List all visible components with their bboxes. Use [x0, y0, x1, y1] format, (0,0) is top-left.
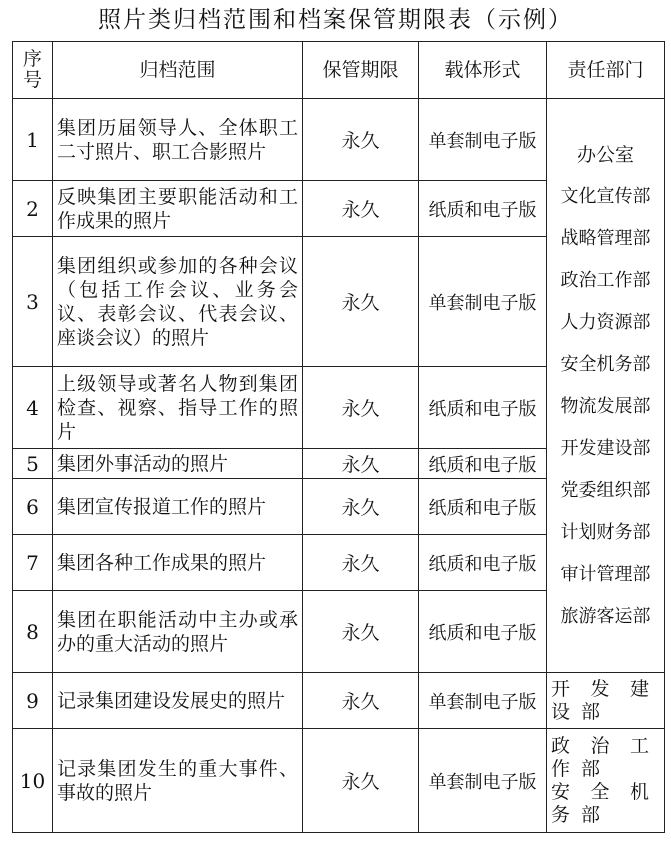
- row-number: 8: [13, 591, 53, 673]
- row-number: 10: [13, 729, 53, 833]
- row-period: 永久: [303, 591, 419, 673]
- dept-item: 政治工作部: [551, 734, 660, 780]
- row-number: 3: [13, 237, 53, 367]
- table-row: [13, 673, 665, 729]
- dept-item: 办公室: [576, 143, 634, 166]
- dept-item: 安全机务部: [560, 353, 651, 375]
- dept-item: 计划财务部: [560, 521, 651, 543]
- row-carrier: 纸质和电子版: [419, 591, 547, 673]
- row-carrier: 单套制电子版: [419, 237, 547, 367]
- row-carrier: 纸质和电子版: [419, 479, 547, 535]
- row-scope: 集团组织或参加的各种会议（包括工作会议、业务会议、表彰会议、代表会议、座谈会议）的照片: [53, 237, 303, 367]
- row-number: 2: [13, 181, 53, 237]
- row-period: 永久: [303, 449, 419, 479]
- row-scope: 上级领导或著名人物到集团检查、视察、指导工作的照片: [53, 367, 303, 449]
- row-carrier: 纸质和电子版: [419, 181, 547, 237]
- row-carrier: 纸质和电子版: [419, 535, 547, 591]
- dept-item: 旅游客运部: [560, 605, 651, 627]
- row-period: 永久: [303, 535, 419, 591]
- table-row: [13, 99, 665, 181]
- row-carrier: 单套制电子版: [419, 673, 547, 729]
- row-number: 7: [13, 535, 53, 591]
- row-scope: 集团在职能活动中主办或承办的重大活动的照片: [53, 591, 303, 673]
- dept-item: 人力资源部: [560, 311, 651, 333]
- dept-item: 审计管理部: [560, 563, 651, 585]
- table-row: [13, 729, 665, 833]
- header-row: [13, 42, 665, 99]
- row-period: 永久: [303, 479, 419, 535]
- row-number: 4: [13, 367, 53, 449]
- dept-item: 开发建设部: [560, 437, 651, 459]
- row-period: 永久: [303, 367, 419, 449]
- header-carrier: 载体形式: [419, 42, 547, 99]
- row-period: 永久: [303, 673, 419, 729]
- row-scope: 集团宣传报道工作的照片: [53, 479, 303, 535]
- row-period: 永久: [303, 237, 419, 367]
- row-scope: 反映集团主要职能活动和工作成果的照片: [53, 181, 303, 237]
- row-number: 6: [13, 479, 53, 535]
- row-number: 9: [13, 673, 53, 729]
- row-period: 永久: [303, 729, 419, 833]
- header-scope: 归档范围: [53, 42, 303, 99]
- dept-item: 文化宣传部: [560, 185, 651, 207]
- row-scope: 集团各种工作成果的照片: [53, 535, 303, 591]
- row-carrier: 单套制电子版: [419, 729, 547, 833]
- header-seq-line-2: 号: [22, 69, 42, 91]
- dept-item: 战略管理部: [560, 227, 651, 249]
- retention-table: [12, 41, 665, 833]
- dept-item: 党委组织部: [560, 479, 651, 501]
- dept-item: 物流发展部: [560, 395, 651, 417]
- row-period: 永久: [303, 181, 419, 237]
- row-carrier: 纸质和电子版: [419, 367, 547, 449]
- dept-cell-row9: 开发建设部: [547, 673, 665, 729]
- dept-item: 政治工作部: [560, 269, 651, 291]
- dept-group-cell: [547, 99, 665, 673]
- header-dept: 责任部门: [547, 42, 665, 99]
- row-scope: 集团历届领导人、全体职工二寸照片、职工合影照片: [53, 99, 303, 181]
- page-title: 照片类归档范围和档案保管期限表（示例）: [98, 7, 573, 33]
- row-scope: 记录集团发生的重大事件、事故的照片: [53, 729, 303, 833]
- row-period: 永久: [303, 99, 419, 181]
- row-carrier: 纸质和电子版: [419, 449, 547, 479]
- header-seq-line-1: 序: [22, 48, 42, 70]
- row-scope: 集团外事活动的照片: [53, 449, 303, 479]
- header-period: 保管期限: [303, 42, 419, 99]
- row-carrier: 单套制电子版: [419, 99, 547, 181]
- dept-cell-row10: [547, 729, 665, 833]
- row-scope: 记录集团建设发展史的照片: [53, 673, 303, 729]
- dept-item: 安全机务部: [551, 780, 660, 826]
- row-number: 5: [13, 449, 53, 479]
- header-seq: [13, 42, 53, 99]
- row-number: 1: [13, 99, 53, 181]
- dept-list: [547, 134, 664, 638]
